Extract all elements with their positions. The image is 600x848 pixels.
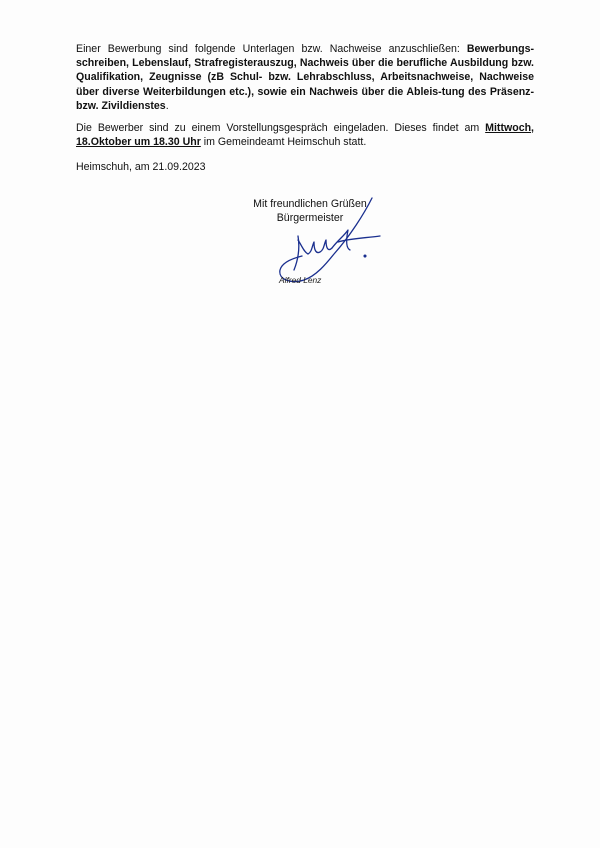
place-date: Heimschuh, am 21.09.2023 <box>76 161 206 173</box>
documents-paragraph <box>76 42 534 113</box>
interview-paragraph <box>76 121 534 149</box>
signer-title: Bürgermeister <box>276 212 344 224</box>
interview-location: im Gemeindeamt Heimschuh statt. <box>200 136 367 149</box>
signer-name: Alfred Lenz <box>279 275 322 285</box>
documents-period: . <box>165 99 169 112</box>
documents-intro: Einer Bewerbung sind folgende Unterlagen bzw. Nachweise anzuschließen: <box>76 43 467 55</box>
documents-list: Bewerbungs-schreiben, Lebenslauf, Strafregisterauszug, Nachweis über die berufliche Ausbildung bzw. Qualifikation, Zeugnisse (zB Schul- bzw. Lehrabschluss, Arbeitsnachweise, Nachweise über diverse Weiterbildungen etc.) <box>76 43 534 98</box>
handwritten-signature <box>268 196 388 286</box>
interview-date: Mittwoch, 18.Oktober um 18.30 Uhr <box>76 122 534 149</box>
documents-list-end: , sowie ein Nachweis über die Ableis-tung des Präsenz- bzw. Zivildienstes <box>76 85 535 112</box>
greeting: Mit freundlichen Grüßen <box>253 198 367 210</box>
interview-intro: Die Bewerber sind zu einem Vorstellungsgespräch eingeladen. Dieses findet am <box>76 122 486 134</box>
